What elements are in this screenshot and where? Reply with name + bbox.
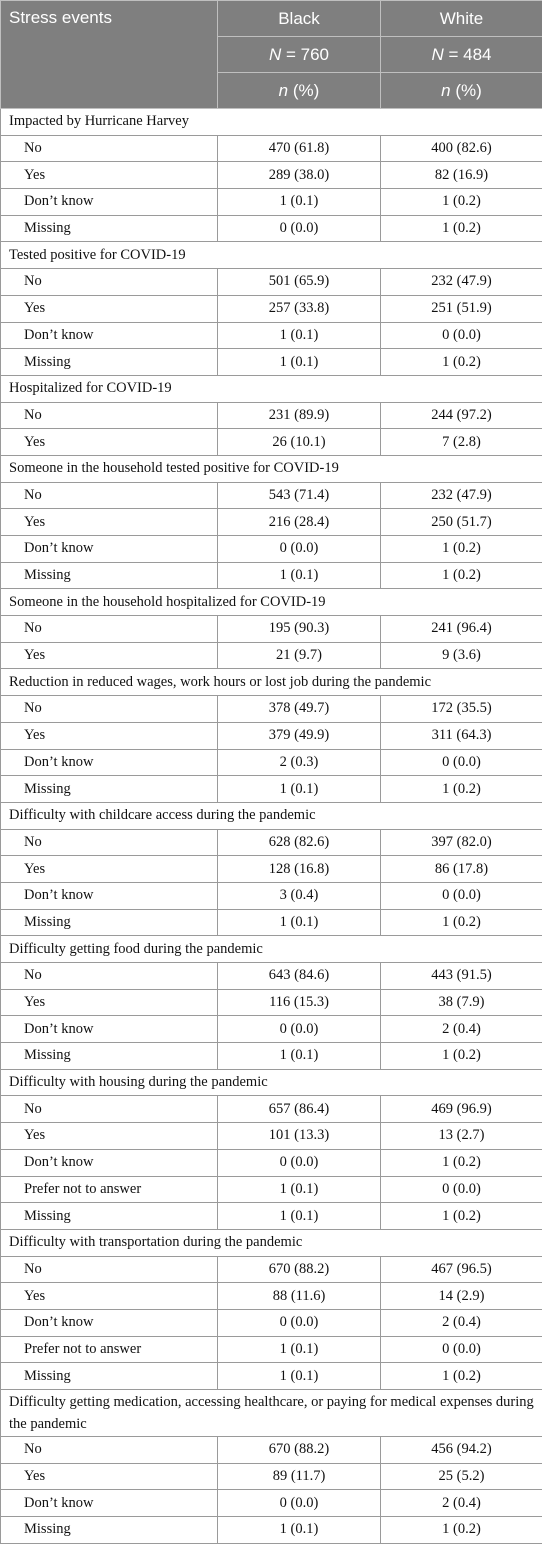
row-label: No: [1, 1437, 218, 1464]
row-label: No: [1, 135, 218, 162]
table-row: [1, 1490, 542, 1517]
white-value: 0 (0.0): [381, 322, 542, 349]
section-row: [1, 109, 542, 136]
table-row: [1, 749, 542, 776]
white-value: 1 (0.2): [381, 776, 542, 803]
white-value: 14 (2.9): [381, 1283, 542, 1310]
black-value: 116 (15.3): [218, 989, 381, 1016]
black-value: 0 (0.0): [218, 1149, 381, 1176]
table-row: [1, 1203, 542, 1230]
section-row: [1, 589, 542, 616]
white-value: 1 (0.2): [381, 1043, 542, 1070]
white-value: 311 (64.3): [381, 722, 542, 749]
black-value: 216 (28.4): [218, 509, 381, 536]
table-row: [1, 322, 542, 349]
table-row: [1, 1123, 542, 1150]
white-value: 1 (0.2): [381, 909, 542, 936]
section-row: [1, 375, 542, 402]
table-row: [1, 696, 542, 723]
table-row: [1, 1256, 542, 1283]
row-label: Prefer not to answer: [1, 1176, 218, 1203]
section-row: [1, 802, 542, 829]
black-value: 231 (89.9): [218, 402, 381, 429]
white-value: 250 (51.7): [381, 509, 542, 536]
table-row: [1, 1176, 542, 1203]
table-row: [1, 642, 542, 669]
black-value: 101 (13.3): [218, 1123, 381, 1150]
table-row: [1, 1336, 542, 1363]
black-value: 1 (0.1): [218, 1176, 381, 1203]
row-label: No: [1, 402, 218, 429]
section-row: [1, 242, 542, 269]
row-label: Missing: [1, 1043, 218, 1070]
black-value: 195 (90.3): [218, 616, 381, 643]
white-value: 443 (91.5): [381, 963, 542, 990]
white-value: 2 (0.4): [381, 1309, 542, 1336]
black-value: 1 (0.1): [218, 1363, 381, 1390]
black-value: 1 (0.1): [218, 909, 381, 936]
white-value: 0 (0.0): [381, 1176, 542, 1203]
black-value: 1 (0.1): [218, 1517, 381, 1544]
black-value: 89 (11.7): [218, 1463, 381, 1490]
black-value: 88 (11.6): [218, 1283, 381, 1310]
black-value: 378 (49.7): [218, 696, 381, 723]
row-label: Yes: [1, 1463, 218, 1490]
table-row: [1, 722, 542, 749]
black-value: 501 (65.9): [218, 269, 381, 296]
row-label: Yes: [1, 1283, 218, 1310]
black-value: 128 (16.8): [218, 856, 381, 883]
row-label: Don’t know: [1, 1149, 218, 1176]
table-row: [1, 829, 542, 856]
white-value: 244 (97.2): [381, 402, 542, 429]
black-sample-size: N = 760: [218, 37, 381, 73]
white-value: 172 (35.5): [381, 696, 542, 723]
column-header-black: Black: [218, 1, 381, 37]
table-row: [1, 189, 542, 216]
black-value: 670 (88.2): [218, 1256, 381, 1283]
section-title: Difficulty with housing during the pandemic: [1, 1069, 542, 1096]
white-value: 469 (96.9): [381, 1096, 542, 1123]
black-value: 289 (38.0): [218, 162, 381, 189]
black-value: 0 (0.0): [218, 1490, 381, 1517]
row-label: Prefer not to answer: [1, 1336, 218, 1363]
table-row: [1, 1309, 542, 1336]
black-value: 543 (71.4): [218, 482, 381, 509]
table-header: [1, 1, 542, 109]
black-value: 2 (0.3): [218, 749, 381, 776]
row-label: Don’t know: [1, 189, 218, 216]
section-title: Impacted by Hurricane Harvey: [1, 109, 542, 136]
black-value: 0 (0.0): [218, 1309, 381, 1336]
section-row: [1, 1390, 542, 1437]
row-label: Don’t know: [1, 322, 218, 349]
table-row: [1, 215, 542, 242]
white-value: 25 (5.2): [381, 1463, 542, 1490]
white-value: 38 (7.9): [381, 989, 542, 1016]
table-row: [1, 402, 542, 429]
row-label: Missing: [1, 1203, 218, 1230]
row-label: Missing: [1, 1517, 218, 1544]
black-value: 0 (0.0): [218, 215, 381, 242]
row-label: Missing: [1, 215, 218, 242]
black-value: 1 (0.1): [218, 189, 381, 216]
black-value: 470 (61.8): [218, 135, 381, 162]
row-label: Yes: [1, 1123, 218, 1150]
white-value: 9 (3.6): [381, 642, 542, 669]
table-row: [1, 1096, 542, 1123]
table-row: [1, 856, 542, 883]
row-label: Missing: [1, 1363, 218, 1390]
section-title: Difficulty with transportation during the pandemic: [1, 1229, 542, 1256]
white-value: 0 (0.0): [381, 749, 542, 776]
white-value: 1 (0.2): [381, 562, 542, 589]
white-n-percent-label: n (%): [381, 73, 542, 109]
row-label: Don’t know: [1, 536, 218, 563]
section-title: Hospitalized for COVID-19: [1, 375, 542, 402]
table-row: [1, 349, 542, 376]
column-header-stress-events: Stress events: [1, 1, 218, 109]
section-title: Tested positive for COVID-19: [1, 242, 542, 269]
table-row: [1, 1437, 542, 1464]
table-row: [1, 989, 542, 1016]
row-label: Don’t know: [1, 749, 218, 776]
black-value: 643 (84.6): [218, 963, 381, 990]
table-row: [1, 536, 542, 563]
table-row: [1, 1283, 542, 1310]
row-label: No: [1, 829, 218, 856]
table-row: [1, 1363, 542, 1390]
black-value: 1 (0.1): [218, 1336, 381, 1363]
black-value: 379 (49.9): [218, 722, 381, 749]
black-value: 1 (0.1): [218, 562, 381, 589]
white-value: 1 (0.2): [381, 536, 542, 563]
white-value: 1 (0.2): [381, 1363, 542, 1390]
column-header-white: White: [381, 1, 542, 37]
white-value: 1 (0.2): [381, 349, 542, 376]
table-row: [1, 963, 542, 990]
black-value: 26 (10.1): [218, 429, 381, 456]
row-label: Missing: [1, 349, 218, 376]
section-title: Difficulty getting medication, accessing healthcare, or paying for medical expenses during the pandemic: [1, 1390, 542, 1437]
white-value: 82 (16.9): [381, 162, 542, 189]
table-row: [1, 1517, 542, 1544]
table-row: [1, 616, 542, 643]
white-value: 400 (82.6): [381, 135, 542, 162]
section-title: Difficulty getting food during the pandemic: [1, 936, 542, 963]
black-value: 670 (88.2): [218, 1437, 381, 1464]
black-value: 21 (9.7): [218, 642, 381, 669]
black-value: 1 (0.1): [218, 322, 381, 349]
table-row: [1, 882, 542, 909]
white-value: 251 (51.9): [381, 295, 542, 322]
white-value: 1 (0.2): [381, 1203, 542, 1230]
table-row: [1, 562, 542, 589]
row-label: Missing: [1, 909, 218, 936]
row-label: Don’t know: [1, 1016, 218, 1043]
row-label: Yes: [1, 295, 218, 322]
row-label: Don’t know: [1, 882, 218, 909]
table-row: [1, 1016, 542, 1043]
black-value: 1 (0.1): [218, 1203, 381, 1230]
white-value: 232 (47.9): [381, 482, 542, 509]
black-value: 657 (86.4): [218, 1096, 381, 1123]
table-row: [1, 1463, 542, 1490]
row-label: No: [1, 1256, 218, 1283]
white-value: 1 (0.2): [381, 1149, 542, 1176]
section-title: Someone in the household hospitalized for COVID-19: [1, 589, 542, 616]
section-title: Reduction in reduced wages, work hours or lost job during the pandemic: [1, 669, 542, 696]
table-row: [1, 429, 542, 456]
white-value: 7 (2.8): [381, 429, 542, 456]
black-value: 1 (0.1): [218, 1043, 381, 1070]
white-value: 1 (0.2): [381, 215, 542, 242]
row-label: No: [1, 963, 218, 990]
black-value: 3 (0.4): [218, 882, 381, 909]
white-value: 397 (82.0): [381, 829, 542, 856]
white-value: 0 (0.0): [381, 1336, 542, 1363]
black-value: 1 (0.1): [218, 349, 381, 376]
section-row: [1, 455, 542, 482]
black-n-percent-label: n (%): [218, 73, 381, 109]
white-value: 241 (96.4): [381, 616, 542, 643]
row-label: Don’t know: [1, 1490, 218, 1517]
white-sample-size: N = 484: [381, 37, 542, 73]
table-row: [1, 509, 542, 536]
white-value: 456 (94.2): [381, 1437, 542, 1464]
row-label: Missing: [1, 562, 218, 589]
row-label: No: [1, 269, 218, 296]
table-row: [1, 162, 542, 189]
white-value: 2 (0.4): [381, 1490, 542, 1517]
row-label: Yes: [1, 509, 218, 536]
row-label: Yes: [1, 642, 218, 669]
row-label: Yes: [1, 856, 218, 883]
black-value: 0 (0.0): [218, 536, 381, 563]
table-row: [1, 295, 542, 322]
table-row: [1, 1149, 542, 1176]
section-title: Difficulty with childcare access during the pandemic: [1, 802, 542, 829]
white-value: 1 (0.2): [381, 1517, 542, 1544]
table-row: [1, 135, 542, 162]
row-label: Yes: [1, 722, 218, 749]
white-value: 232 (47.9): [381, 269, 542, 296]
black-value: 0 (0.0): [218, 1016, 381, 1043]
table-row: [1, 482, 542, 509]
row-label: Yes: [1, 162, 218, 189]
white-value: 467 (96.5): [381, 1256, 542, 1283]
row-label: Don’t know: [1, 1309, 218, 1336]
row-label: Yes: [1, 989, 218, 1016]
row-label: No: [1, 616, 218, 643]
white-value: 0 (0.0): [381, 882, 542, 909]
white-value: 1 (0.2): [381, 189, 542, 216]
black-value: 257 (33.8): [218, 295, 381, 322]
table-row: [1, 776, 542, 803]
table-row: [1, 269, 542, 296]
row-label: No: [1, 482, 218, 509]
row-label: No: [1, 1096, 218, 1123]
white-value: 13 (2.7): [381, 1123, 542, 1150]
white-value: 2 (0.4): [381, 1016, 542, 1043]
black-value: 628 (82.6): [218, 829, 381, 856]
table-row: [1, 909, 542, 936]
section-row: [1, 669, 542, 696]
section-row: [1, 1069, 542, 1096]
section-row: [1, 1229, 542, 1256]
black-value: 1 (0.1): [218, 776, 381, 803]
row-label: Missing: [1, 776, 218, 803]
section-title: Someone in the household tested positive for COVID-19: [1, 455, 542, 482]
table-row: [1, 1043, 542, 1070]
table-body: [1, 109, 542, 1544]
row-label: No: [1, 696, 218, 723]
row-label: Yes: [1, 429, 218, 456]
white-value: 86 (17.8): [381, 856, 542, 883]
section-row: [1, 936, 542, 963]
